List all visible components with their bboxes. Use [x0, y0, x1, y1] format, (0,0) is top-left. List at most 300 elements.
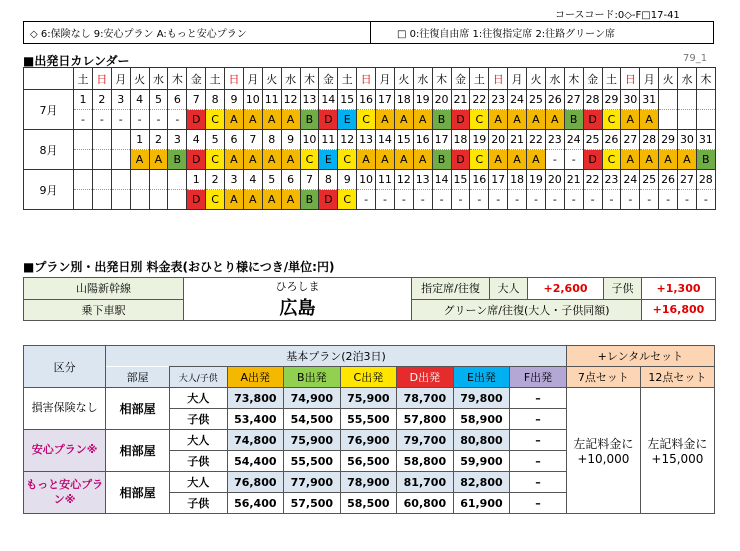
price-cell: 76,900: [340, 430, 397, 451]
child-reserved-price: +1,300: [642, 278, 716, 300]
calendar-day: [92, 170, 111, 190]
departure-code: -: [602, 190, 621, 210]
calendar-day: 26: [602, 130, 621, 150]
departure-code: A: [281, 110, 300, 130]
price-cell: 81,700: [397, 472, 454, 493]
departure-code: -: [564, 190, 583, 210]
child-label: 子供: [169, 451, 227, 472]
departure-code: A: [225, 110, 244, 130]
calendar-day: 2: [92, 90, 111, 110]
calendar-day: 10: [357, 170, 376, 190]
calendar-day: 26: [545, 90, 564, 110]
departure-code: [111, 190, 130, 210]
departure-code: [696, 110, 715, 130]
rental-12-note: 左記料金に: [647, 437, 708, 451]
departure-code: [74, 150, 93, 170]
calendar-day: 1: [74, 90, 93, 110]
rental-7-note: 左記料金に: [573, 437, 634, 451]
calendar-day: 3: [111, 90, 130, 110]
departure-code: -: [508, 190, 527, 210]
weekday-label: 月: [111, 68, 130, 90]
course-code: コースコード:0◇-F□17-41: [555, 10, 680, 21]
departure-code: B: [300, 110, 319, 130]
price-cell: –: [510, 430, 567, 451]
calendar-day: [696, 90, 715, 110]
departure-code: E: [319, 150, 338, 170]
rental-7-empty: [566, 388, 640, 430]
departure-code: A: [489, 150, 508, 170]
weekday-label: 木: [300, 68, 319, 90]
calendar-day: 27: [678, 170, 697, 190]
price-cell: 75,900: [284, 430, 341, 451]
weekday-label: 日: [489, 68, 508, 90]
calendar-day: 7: [187, 90, 206, 110]
price-cell: 54,400: [227, 451, 284, 472]
weekday-label: 火: [527, 68, 546, 90]
departure-code: A: [659, 150, 678, 170]
calendar-day: 4: [243, 170, 262, 190]
plan-name: 安心プラン※: [24, 430, 106, 472]
calendar-day: 4: [130, 90, 149, 110]
departure-code: -: [583, 190, 602, 210]
calendar-day: [659, 90, 678, 110]
price-cell: –: [510, 451, 567, 472]
child-label: 子供: [604, 278, 642, 300]
departure-code: A: [243, 150, 262, 170]
calendar-day: 26: [659, 170, 678, 190]
departure-code: -: [74, 110, 93, 130]
calendar-day: 17: [489, 170, 508, 190]
month-label: 9月: [24, 170, 74, 210]
departure-code: E: [338, 110, 357, 130]
departure-code: D: [583, 150, 602, 170]
departure-code: A: [640, 150, 659, 170]
calendar-day: 18: [451, 130, 470, 150]
departure-code: A: [357, 150, 376, 170]
calendar-code-row: [24, 190, 716, 210]
calendar-day-row: [24, 90, 716, 110]
departure-code: -: [696, 190, 715, 210]
departure-code: A: [678, 150, 697, 170]
calendar-day: 31: [696, 130, 715, 150]
price-cell: 75,900: [340, 388, 397, 409]
weekday-label: 水: [281, 68, 300, 90]
calendar-day-row: [24, 130, 716, 150]
calendar-day: 14: [319, 90, 338, 110]
departure-code: A: [394, 150, 413, 170]
person-header: 大人/子供: [169, 367, 227, 388]
departure-code: A: [413, 110, 432, 130]
calendar-day: 19: [527, 170, 546, 190]
green-seat-label: グリーン席/往復(大人・子供同額): [412, 299, 642, 321]
weekday-label: 金: [583, 68, 602, 90]
departure-code: A: [149, 150, 168, 170]
calendar-day: 17: [376, 90, 395, 110]
departure-code: A: [262, 110, 281, 130]
departure-code: -: [432, 190, 451, 210]
departure-code: -: [659, 190, 678, 210]
plan-legend: ◇ 6:保険なし 9:安心プラン A:もっと安心プラン: [24, 22, 371, 44]
departure-code: A: [394, 110, 413, 130]
calendar-day: [130, 170, 149, 190]
calendar-day: 13: [413, 170, 432, 190]
departure-code: D: [187, 190, 206, 210]
departure-code: A: [545, 110, 564, 130]
weekday-label: 水: [678, 68, 697, 90]
departure-code: C: [338, 190, 357, 210]
weekday-label: 金: [319, 68, 338, 90]
weekday-label: 日: [357, 68, 376, 90]
weekday-label: 土: [470, 68, 489, 90]
weekday-label: 木: [564, 68, 583, 90]
departure-code: A: [130, 150, 149, 170]
weekday-label: 金: [451, 68, 470, 90]
calendar-day: [149, 170, 168, 190]
calendar-day: 22: [583, 170, 602, 190]
weekday-label: 水: [149, 68, 168, 90]
calendar-day: 18: [394, 90, 413, 110]
calendar-day: 5: [149, 90, 168, 110]
rental-12-amount: +15,000: [651, 452, 704, 466]
price-cell: 73,800: [227, 388, 284, 409]
price-row: [24, 430, 715, 451]
calendar-day: 9: [281, 130, 300, 150]
price-cell: 56,400: [227, 493, 284, 514]
station-kana: ひろしま: [275, 280, 320, 293]
price-cell: –: [510, 409, 567, 430]
price-cell: 57,500: [284, 493, 341, 514]
weekday-label: 月: [243, 68, 262, 90]
departure-code: -: [545, 190, 564, 210]
reserved-label: 指定席/往復: [412, 278, 490, 300]
price-cell: 61,900: [453, 493, 510, 514]
green-seat-price: +16,800: [642, 299, 716, 321]
calendar-day: 10: [300, 130, 319, 150]
calendar-day: [92, 130, 111, 150]
departure-code: B: [564, 110, 583, 130]
calendar-day: 4: [187, 130, 206, 150]
departure-code: A: [621, 150, 640, 170]
calendar-day: 2: [206, 170, 225, 190]
calendar-day: 8: [262, 130, 281, 150]
weekday-header-row: [24, 68, 716, 90]
price-table: [23, 345, 715, 514]
calendar-day: 24: [564, 130, 583, 150]
price-row: [24, 472, 715, 493]
calendar-day-row: [24, 170, 716, 190]
departure-code: A: [376, 150, 395, 170]
departure-code: -: [394, 190, 413, 210]
calendar-day: 13: [300, 90, 319, 110]
calendar-title: ■出発日カレンダー: [23, 54, 130, 68]
weekday-label: 木: [432, 68, 451, 90]
price-cell: –: [510, 388, 567, 409]
departure-code: C: [206, 150, 225, 170]
departure-code: A: [281, 150, 300, 170]
departure-code: A: [527, 150, 546, 170]
adult-label: 大人: [169, 388, 227, 409]
calendar-day: 9: [338, 170, 357, 190]
weekday-label: 木: [696, 68, 715, 90]
calendar-day: 21: [508, 130, 527, 150]
price-cell: 74,800: [227, 430, 284, 451]
departure-code: D: [451, 110, 470, 130]
rental-12-header: 12点セット: [640, 367, 714, 388]
price-cell: –: [510, 472, 567, 493]
calendar-day: 10: [243, 90, 262, 110]
calendar-day: 25: [640, 170, 659, 190]
weekday-label: 水: [545, 68, 564, 90]
calendar-day: 3: [168, 130, 187, 150]
rental-12-bottom: [640, 472, 714, 514]
rental-12-price: [640, 430, 714, 472]
departure-code: A: [376, 110, 395, 130]
reference-code: 79_1: [683, 53, 708, 64]
child-label: 子供: [169, 493, 227, 514]
route-table: [23, 277, 716, 321]
departure-code: A: [225, 190, 244, 210]
rental-7-price: [566, 430, 640, 472]
calendar-day: [678, 90, 697, 110]
departure-code: C: [602, 110, 621, 130]
departure-code: A: [413, 150, 432, 170]
dep-c-header: C出発: [340, 367, 397, 388]
price-cell: 58,500: [340, 493, 397, 514]
dep-f-header: F出発: [510, 367, 567, 388]
weekday-label: 月: [640, 68, 659, 90]
basic-plan-header: 基本プラン(2泊3日): [106, 346, 567, 367]
departure-code: D: [583, 110, 602, 130]
weekday-label: 月: [376, 68, 395, 90]
adult-label: 大人: [169, 472, 227, 493]
calendar-day: 12: [281, 90, 300, 110]
departure-code: -: [376, 190, 395, 210]
departure-code: A: [281, 190, 300, 210]
price-cell: –: [510, 493, 567, 514]
weekday-label: 土: [338, 68, 357, 90]
blank-cell: [24, 68, 74, 90]
calendar-day: 11: [262, 90, 281, 110]
calendar-day: 16: [413, 130, 432, 150]
rental-7-header: 7点セット: [566, 367, 640, 388]
price-cell: 60,800: [397, 493, 454, 514]
departure-code: [168, 190, 187, 210]
rental-12-empty: [640, 388, 714, 430]
calendar-day: 28: [696, 170, 715, 190]
station-name: 広島: [279, 298, 316, 319]
weekday-label: 火: [659, 68, 678, 90]
calendar-code-row: [24, 150, 716, 170]
departure-code: -: [413, 190, 432, 210]
calendar-day: 20: [545, 170, 564, 190]
calendar-day: 20: [432, 90, 451, 110]
calendar-day: 19: [413, 90, 432, 110]
departure-code: -: [489, 190, 508, 210]
weekday-label: 土: [74, 68, 93, 90]
calendar-day: 18: [508, 170, 527, 190]
weekday-label: 水: [413, 68, 432, 90]
departure-code: C: [206, 190, 225, 210]
departure-code: D: [319, 110, 338, 130]
price-cell: 79,700: [397, 430, 454, 451]
month-label: 8月: [24, 130, 74, 170]
departure-code: B: [300, 190, 319, 210]
departure-code: A: [243, 110, 262, 130]
calendar-day: 30: [678, 130, 697, 150]
calendar-day: 22: [527, 130, 546, 150]
departure-code: [111, 150, 130, 170]
adult-label: 大人: [169, 430, 227, 451]
calendar-day: 6: [168, 90, 187, 110]
weekday-label: 火: [130, 68, 149, 90]
weekday-label: 土: [602, 68, 621, 90]
departure-code: -: [640, 190, 659, 210]
departure-code: D: [319, 190, 338, 210]
calendar-day: 5: [262, 170, 281, 190]
departure-code: C: [338, 150, 357, 170]
month-label: 7月: [24, 90, 74, 130]
weekday-label: 金: [187, 68, 206, 90]
calendar-day: 12: [338, 130, 357, 150]
departure-code: A: [527, 110, 546, 130]
departure-code: -: [470, 190, 489, 210]
departure-code: [130, 190, 149, 210]
weekday-label: 日: [225, 68, 244, 90]
departure-code: [92, 190, 111, 210]
price-cell: 57,800: [397, 409, 454, 430]
calendar-day: 2: [149, 130, 168, 150]
rental-7-amount: +10,000: [577, 452, 630, 466]
departure-code: D: [451, 150, 470, 170]
calendar-day: 3: [225, 170, 244, 190]
calendar-day: 23: [602, 170, 621, 190]
price-cell: 78,900: [340, 472, 397, 493]
departure-code: -: [451, 190, 470, 210]
price-cell: 77,900: [284, 472, 341, 493]
calendar-day: 15: [394, 130, 413, 150]
dep-a-header: A出発: [227, 367, 284, 388]
calendar-day: 28: [583, 90, 602, 110]
departure-code: D: [187, 150, 206, 170]
dep-d-header: D出発: [397, 367, 454, 388]
price-cell: 54,500: [284, 409, 341, 430]
departure-code: -: [92, 110, 111, 130]
plan-legend-table: [23, 21, 714, 44]
plan-name: 損害保険なし: [24, 388, 106, 430]
calendar-day: 29: [659, 130, 678, 150]
room-type: 相部屋: [106, 472, 170, 514]
departure-code: [678, 110, 697, 130]
calendar-day: 29: [602, 90, 621, 110]
price-cell: 55,500: [340, 409, 397, 430]
calendar-day: 6: [281, 170, 300, 190]
departure-code: A: [489, 110, 508, 130]
calendar-day: 24: [508, 90, 527, 110]
calendar-day: [111, 130, 130, 150]
room-type: 相部屋: [106, 430, 170, 472]
calendar-day: 14: [432, 170, 451, 190]
room-header: 部屋: [106, 367, 170, 388]
departure-code: A: [640, 110, 659, 130]
price-cell: 76,800: [227, 472, 284, 493]
departure-code: -: [564, 150, 583, 170]
weekday-label: 火: [262, 68, 281, 90]
adult-reserved-price: +2,600: [528, 278, 604, 300]
calendar-day: 25: [583, 130, 602, 150]
departure-code: -: [149, 110, 168, 130]
calendar-day: 17: [432, 130, 451, 150]
departure-code: C: [470, 150, 489, 170]
calendar-day: 22: [470, 90, 489, 110]
weekday-label: 日: [92, 68, 111, 90]
calendar-day: 1: [130, 130, 149, 150]
weekday-label: 火: [394, 68, 413, 90]
departure-code: -: [527, 190, 546, 210]
departure-code: C: [300, 150, 319, 170]
departure-code: C: [357, 110, 376, 130]
calendar-day: 30: [621, 90, 640, 110]
calendar-day: 13: [357, 130, 376, 150]
departure-code: A: [508, 110, 527, 130]
calendar-day: 23: [489, 90, 508, 110]
calendar-day: [111, 170, 130, 190]
departure-code: -: [111, 110, 130, 130]
departure-code: A: [621, 110, 640, 130]
departure-code: C: [602, 150, 621, 170]
price-cell: 58,800: [397, 451, 454, 472]
calendar-day: 15: [451, 170, 470, 190]
calendar-day: [74, 130, 93, 150]
calendar-day: 25: [527, 90, 546, 110]
departure-code: [149, 190, 168, 210]
calendar-day: 31: [640, 90, 659, 110]
calendar-day: 19: [470, 130, 489, 150]
departure-code: -: [130, 110, 149, 130]
departure-code: A: [508, 150, 527, 170]
child-label: 子供: [169, 409, 227, 430]
calendar-day: 20: [489, 130, 508, 150]
calendar-day: 15: [338, 90, 357, 110]
rental-header: +レンタルセット: [566, 346, 714, 367]
price-cell: 53,400: [227, 409, 284, 430]
calendar-code-row: [24, 110, 716, 130]
plan-name: もっと安心プラン※: [24, 472, 106, 514]
price-cell: 55,500: [284, 451, 341, 472]
departure-calendar: [23, 67, 716, 210]
price-cell: 59,900: [453, 451, 510, 472]
fare-title: ■プラン別・出発日別 料金表(おひとり様につき/単位:円): [23, 260, 335, 274]
departure-code: -: [545, 150, 564, 170]
price-cell: 82,800: [453, 472, 510, 493]
dep-e-header: E出発: [453, 367, 510, 388]
calendar-day: 1: [187, 170, 206, 190]
room-type: 相部屋: [106, 388, 170, 430]
weekday-label: 木: [168, 68, 187, 90]
departure-code: -: [357, 190, 376, 210]
calendar-day: 28: [640, 130, 659, 150]
departure-code: B: [696, 150, 715, 170]
price-cell: 74,900: [284, 388, 341, 409]
calendar-day: 27: [564, 90, 583, 110]
weekday-label: 月: [508, 68, 527, 90]
price-cell: 58,900: [453, 409, 510, 430]
departure-code: C: [206, 110, 225, 130]
calendar-day: [168, 170, 187, 190]
calendar-day: 11: [376, 170, 395, 190]
departure-code: A: [225, 150, 244, 170]
departure-code: A: [262, 190, 281, 210]
departure-code: A: [243, 190, 262, 210]
